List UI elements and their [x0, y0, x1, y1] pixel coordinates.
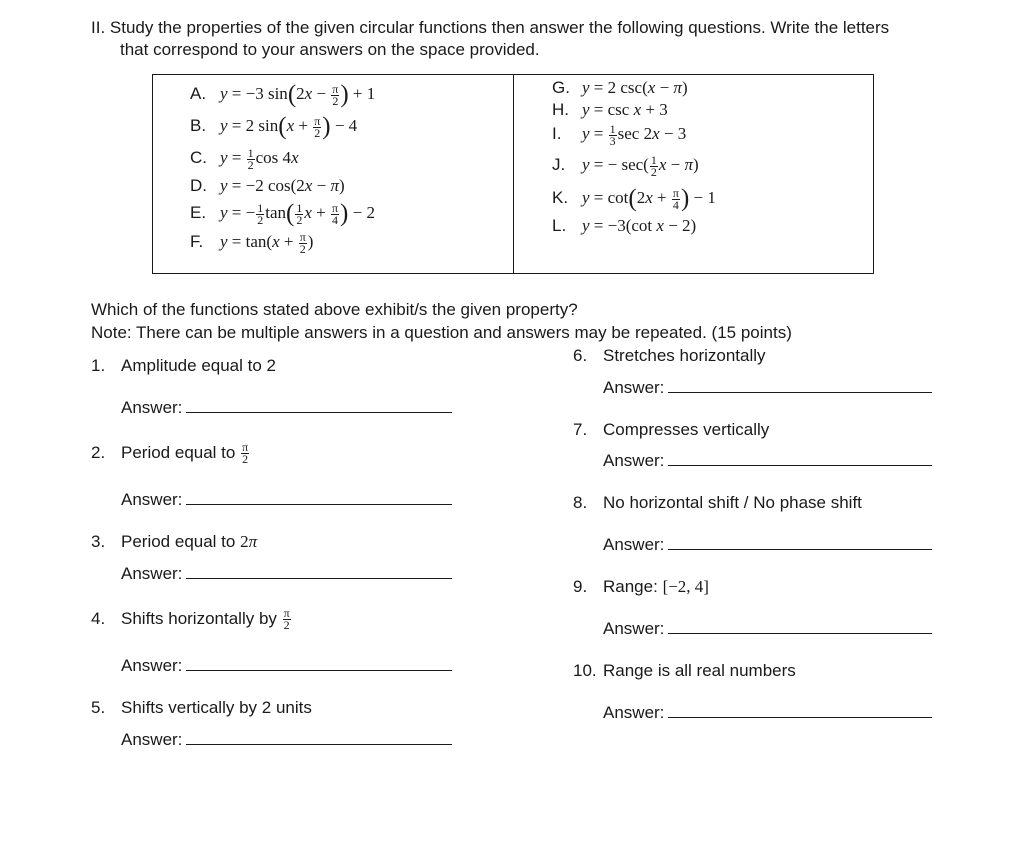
question-text: No horizontal shift / No phase shift	[603, 493, 862, 512]
option-k	[552, 185, 716, 213]
note: Note: There can be multiple answers in a question and answers may be repeated. (15 points)	[91, 323, 792, 342]
question-10	[573, 661, 796, 681]
option-letter: D.	[190, 176, 207, 195]
question-text: Amplitude equal to 2	[121, 356, 276, 375]
answer-label: Answer:	[121, 490, 183, 509]
question-text: Period equal to	[121, 442, 236, 462]
question-number: 10.	[573, 661, 597, 680]
option-j	[552, 155, 699, 178]
question-text: Period equal to	[121, 532, 236, 551]
answer-8-blank[interactable]	[668, 535, 932, 550]
answer-4	[121, 656, 452, 676]
answer-9-blank[interactable]	[668, 619, 932, 634]
answer-6-blank[interactable]	[668, 378, 932, 393]
option-c-formula: y = $\frac{1}{2}$ cos 4x	[220, 146, 299, 172]
question-2	[91, 442, 250, 465]
question-3-math: 2π	[240, 532, 258, 551]
instructions-line-1: II. Study the properties of the given circular functions then answer the following questions. Write the letters	[91, 18, 890, 37]
answer-4-blank[interactable]	[186, 656, 452, 671]
option-d-formula: y = −2 cos(2x − π)	[220, 176, 345, 195]
answer-label: Answer:	[121, 398, 183, 417]
option-f	[190, 232, 313, 255]
option-letter: K.	[552, 188, 569, 208]
option-g	[552, 78, 688, 98]
option-k-formula: y = cot(2x + $\frac{\pi}{4}$ ) − 1	[582, 185, 716, 213]
option-f-formula: y = tan(x + $\frac{\pi}{2}$ )	[220, 230, 314, 256]
question-3	[91, 532, 257, 552]
option-i	[552, 124, 686, 147]
instructions-line-2: that correspond to your answers on the space provided.	[120, 40, 540, 59]
question-number: 1.	[91, 356, 106, 375]
answer-10-blank[interactable]	[668, 703, 932, 718]
question-intro: Which of the functions stated above exhibit/s the given property?	[91, 300, 578, 319]
answer-5-blank[interactable]	[186, 730, 452, 745]
option-j-formula: y = − sec( $\frac{1}{2}$ x − π)	[582, 153, 699, 179]
option-d	[190, 176, 345, 196]
option-letter: C.	[190, 148, 207, 168]
option-letter: E.	[190, 203, 207, 223]
answer-label: Answer:	[603, 378, 665, 397]
question-2-math: $\frac{\pi}{2}$	[242, 440, 249, 466]
question-number: 6.	[573, 346, 588, 365]
answer-2	[121, 490, 452, 510]
answer-label: Answer:	[121, 656, 183, 675]
question-number: 8.	[573, 493, 588, 512]
answer-label: Answer:	[603, 535, 665, 554]
answer-label: Answer:	[121, 730, 183, 749]
answer-10	[603, 703, 932, 723]
answer-label: Answer:	[603, 451, 665, 470]
question-text: Shifts vertically by 2 units	[121, 698, 312, 717]
question-text: Stretches horizontally	[603, 346, 766, 365]
answer-1-blank[interactable]	[186, 398, 452, 413]
question-text: Compresses vertically	[603, 420, 770, 439]
option-letter: G.	[552, 78, 570, 97]
option-h	[552, 100, 668, 120]
question-number: 4.	[91, 608, 106, 628]
option-b-formula: y = 2 sin(x + $\frac{\pi}{2}$ ) − 4	[220, 113, 358, 141]
option-l	[552, 216, 696, 236]
option-letter: I.	[552, 124, 562, 144]
answer-label: Answer:	[121, 564, 183, 583]
option-h-formula: y = csc x + 3	[582, 100, 668, 119]
option-a-formula: y = −3 sin(2x − $\frac{\pi}{2}$ ) + 1	[220, 81, 376, 109]
option-letter: H.	[552, 100, 569, 119]
answer-label: Answer:	[603, 619, 665, 638]
option-a	[190, 81, 376, 109]
option-c	[190, 148, 299, 171]
answer-2-blank[interactable]	[186, 490, 452, 505]
table-divider	[513, 75, 514, 273]
answer-7-blank[interactable]	[668, 451, 932, 466]
question-number: 5.	[91, 698, 106, 717]
answer-9	[603, 619, 932, 639]
question-text: Range is all real numbers	[603, 661, 796, 680]
question-text: Shifts horizontally by	[121, 608, 277, 628]
question-8	[573, 493, 862, 513]
answer-3	[121, 564, 452, 584]
option-letter: F.	[190, 232, 204, 252]
question-number: 9.	[573, 577, 588, 596]
question-1	[91, 356, 276, 376]
option-e-formula: y = − $\frac{1}{2}$ tan( $\frac{1}{2}$ x + $\frac{\pi}{4}$ ) − 2	[220, 200, 375, 228]
option-letter: L.	[552, 216, 567, 235]
question-5	[91, 698, 312, 718]
option-letter: J.	[552, 155, 566, 175]
option-letter: A.	[190, 84, 207, 104]
answer-6	[603, 378, 932, 398]
question-number: 3.	[91, 532, 106, 551]
question-number: 2.	[91, 442, 106, 462]
question-9	[573, 577, 709, 597]
option-b	[190, 113, 358, 141]
option-g-formula: y = 2 csc(x − π)	[582, 78, 688, 97]
answer-1	[121, 398, 452, 418]
question-6	[573, 346, 766, 366]
question-4-math: $\frac{\pi}{2}$	[283, 606, 290, 632]
option-e	[190, 200, 375, 228]
answer-8	[603, 535, 932, 555]
question-7	[573, 420, 769, 440]
option-i-formula: y = $\frac{1}{3}$ sec 2x − 3	[582, 122, 687, 148]
question-4	[91, 608, 292, 631]
answer-label: Answer:	[603, 703, 665, 722]
question-text: Range:	[603, 577, 658, 596]
answer-7	[603, 451, 932, 471]
option-letter: B.	[190, 116, 207, 136]
option-l-formula: y = −3(cot x − 2)	[582, 216, 697, 235]
question-number: 7.	[573, 420, 588, 439]
question-9-math: [−2, 4]	[662, 577, 709, 596]
answer-5	[121, 730, 452, 750]
answer-3-blank[interactable]	[186, 564, 452, 579]
